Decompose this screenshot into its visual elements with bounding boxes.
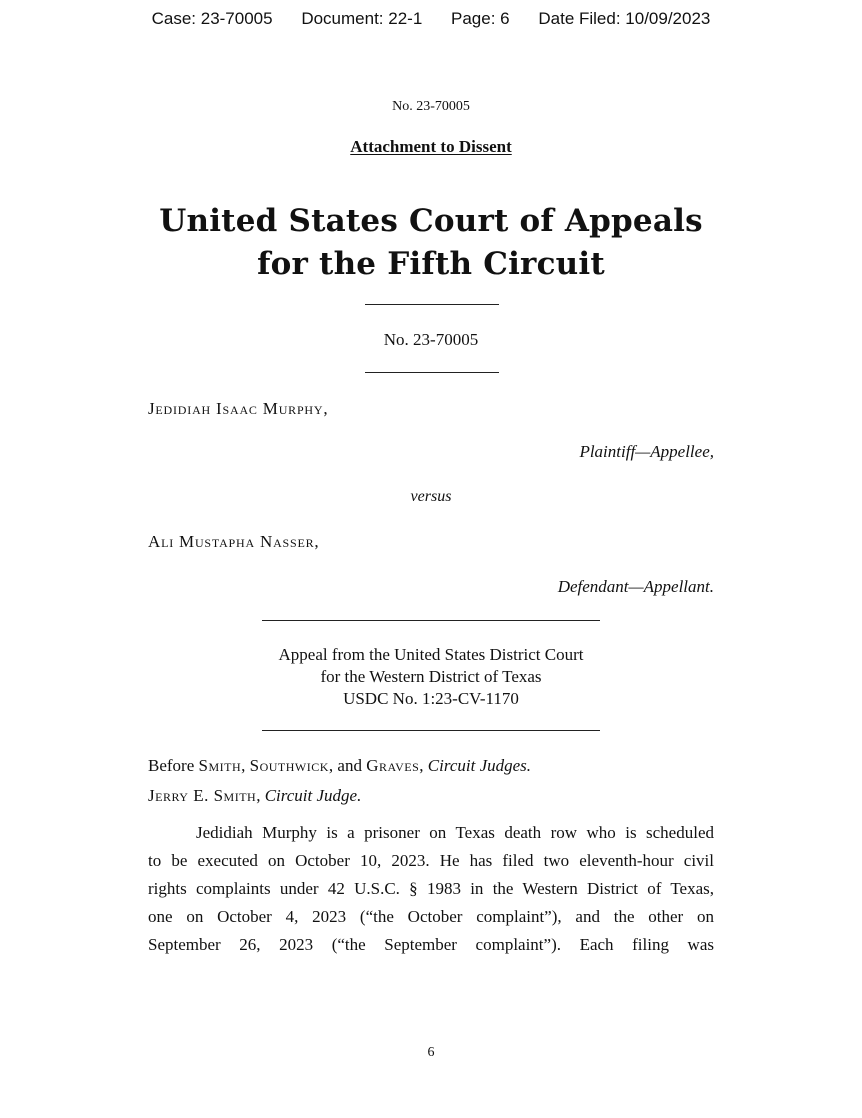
doc-number-top: No. 23-70005 (392, 99, 470, 114)
separator: , (256, 786, 265, 805)
paragraph-line: to be executed on October 10, 2023. He has filed two eleventh-hour civil (148, 851, 714, 870)
separator: , (419, 756, 428, 775)
divider-rule (262, 730, 600, 731)
judge-name: Southwick (249, 756, 329, 775)
appeal-line-3: USDC No. 1:23-CV-1170 (343, 689, 519, 708)
defendant-role: Defendant—Appellant. (557, 577, 714, 596)
judge-name: Graves (366, 756, 420, 775)
divider-rule (365, 372, 499, 373)
filing-header (0, 9, 862, 29)
divider-rule (262, 620, 600, 621)
header-page: Page: 6 (451, 9, 510, 28)
panel-line (148, 756, 531, 776)
versus-label: versus (410, 488, 452, 505)
separator: , and (328, 756, 367, 775)
paragraph-line: Jedidiah Murphy is a prisoner on Texas death row who is scheduled (196, 823, 714, 842)
paragraph-line: rights complaints under 42 U.S.C. § 1983 in the Western District of Texas, (148, 879, 714, 898)
plaintiff-role: Plaintiff—Appellee, (579, 442, 714, 461)
page-number: 6 (427, 1045, 435, 1060)
author-name: Jerry E. Smith (148, 786, 257, 805)
header-document: Document: 22-1 (301, 9, 423, 28)
plaintiff-name: Jedidiah Isaac Murphy, (148, 399, 329, 418)
court-title-line1: United States Court of Appeals (159, 203, 703, 239)
author-title: Circuit Judge. (264, 786, 362, 805)
case-number: No. 23-70005 (383, 330, 479, 349)
appeal-line-1: Appeal from the United States District Court (278, 645, 584, 664)
header-date-filed: Date Filed: 10/09/2023 (538, 9, 711, 28)
attachment-title: Attachment to Dissent (350, 137, 512, 156)
paragraph-line: September 26, 2023 (“the September complaint”). Each filing was (148, 935, 714, 954)
judge-name: Smith (198, 756, 242, 775)
panel-title: Circuit Judges. (427, 756, 532, 775)
defendant-name: Ali Mustapha Nasser, (148, 532, 320, 551)
panel-before: Before (148, 756, 195, 775)
separator: , (241, 756, 250, 775)
author-line (148, 786, 361, 806)
court-title-line2: for the Fifth Circuit (257, 246, 605, 282)
opinion-paragraph (148, 819, 714, 959)
paragraph-line: one on October 4, 2023 (“the October complaint”), and the other on (148, 907, 714, 926)
divider-rule (365, 304, 499, 305)
appeal-line-2: for the Western District of Texas (320, 667, 542, 686)
header-case: Case: 23-70005 (151, 9, 273, 28)
